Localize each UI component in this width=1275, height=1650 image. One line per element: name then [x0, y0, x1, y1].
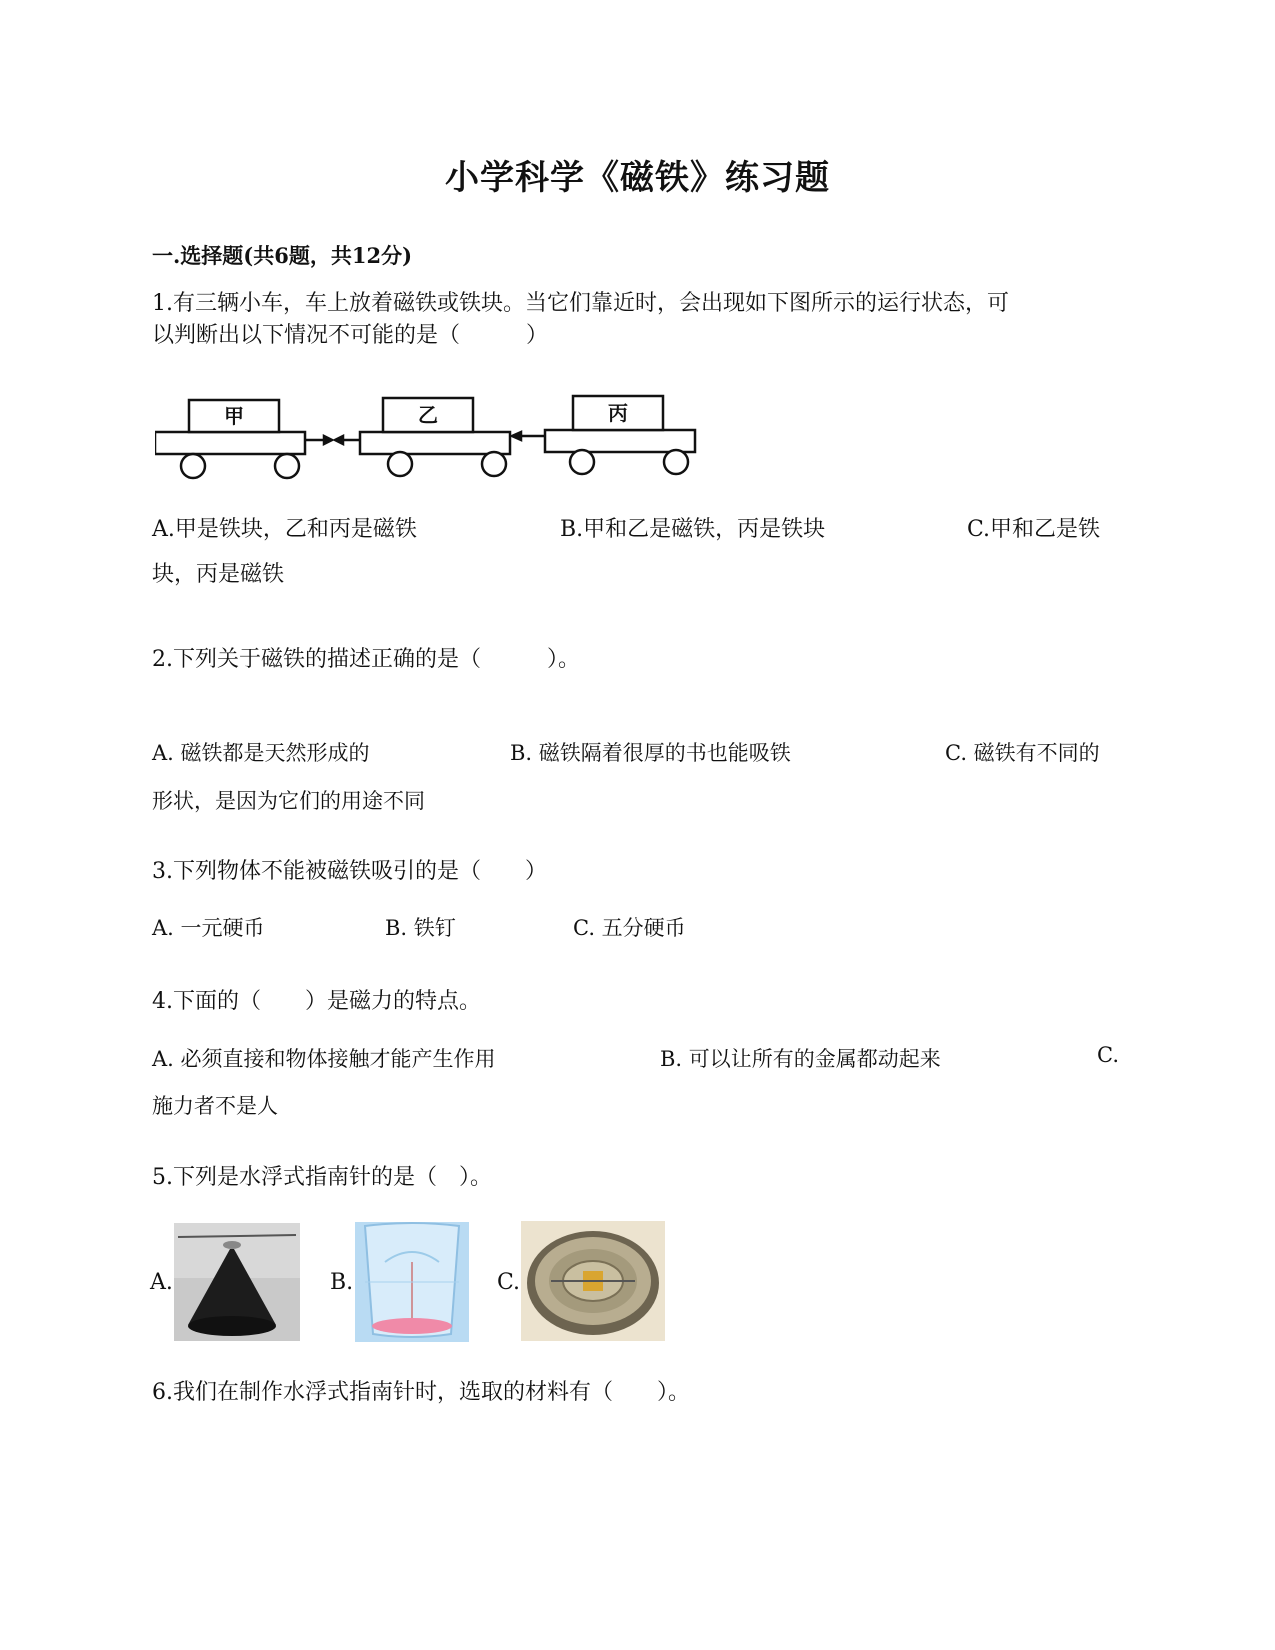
q2-option-a: A. 磁铁都是天然形成的: [152, 741, 370, 765]
q2-option-b: B. 磁铁隔着很厚的书也能吸铁: [510, 741, 791, 765]
question-1-line-1: 1.有三辆小车，车上放着磁铁或铁块。当它们靠近时，会出现如下图所示的运行状态，可: [152, 291, 1009, 316]
q4-option-b: B. 可以让所有的金属都动起来: [660, 1047, 941, 1071]
q1-option-a: A.甲是铁块，乙和丙是磁铁: [152, 517, 417, 542]
question-4-stem: 4.下面的（ ）是磁力的特点。: [152, 989, 481, 1014]
q5-option-c-label: C.: [497, 1270, 521, 1295]
compass-in-cup-image: [355, 1222, 469, 1342]
q4-option-c-line-1: C.: [1097, 1043, 1119, 1067]
q5-option-a-label: A.: [150, 1270, 173, 1295]
q4-option-c-line-2: 施力者不是人: [152, 1094, 278, 1118]
floating-compass-bowl-image: [521, 1221, 665, 1341]
page-title: 小学科学《磁铁》练习题: [445, 158, 830, 198]
compass-on-cone-image: [174, 1223, 300, 1341]
q3-option-b: B. 铁钉: [385, 916, 456, 940]
cart-label-3: 丙: [608, 401, 628, 425]
question-6-stem: 6.我们在制作水浮式指南针时，选取的材料有（ ）。: [152, 1380, 690, 1405]
q1-option-c-line-2: 块，丙是磁铁: [152, 562, 285, 587]
q5-option-b-label: B.: [330, 1270, 354, 1295]
cart-label-1: 甲: [224, 404, 244, 428]
q2-option-c-line-1: C. 磁铁有不同的: [945, 741, 1100, 765]
q1-option-c-line-1: C.甲和乙是铁: [967, 517, 1101, 542]
question-1-line-2: 以判断出以下情况不可能的是（ ）: [152, 323, 549, 348]
question-2-stem: 2.下列关于磁铁的描述正确的是（ ）。: [152, 647, 580, 672]
question-5-stem: 5.下列是水浮式指南针的是（ ）。: [152, 1165, 492, 1190]
question-3-stem: 3.下列物体不能被磁铁吸引的是（ ）: [152, 859, 547, 884]
carts-diagram: [155, 390, 715, 490]
q4-option-a: A. 必须直接和物体接触才能产生作用: [152, 1047, 496, 1071]
q1-option-b: B.甲和乙是磁铁，丙是铁块: [560, 517, 826, 542]
q2-option-c-line-2: 形状，是因为它们的用途不同: [152, 789, 425, 813]
q3-option-c: C. 五分硬币: [573, 916, 686, 940]
cart-label-2: 乙: [418, 403, 438, 427]
q3-option-a: A. 一元硬币: [152, 916, 265, 940]
section-heading: 一.选择题(共6题，共12分): [152, 243, 413, 268]
